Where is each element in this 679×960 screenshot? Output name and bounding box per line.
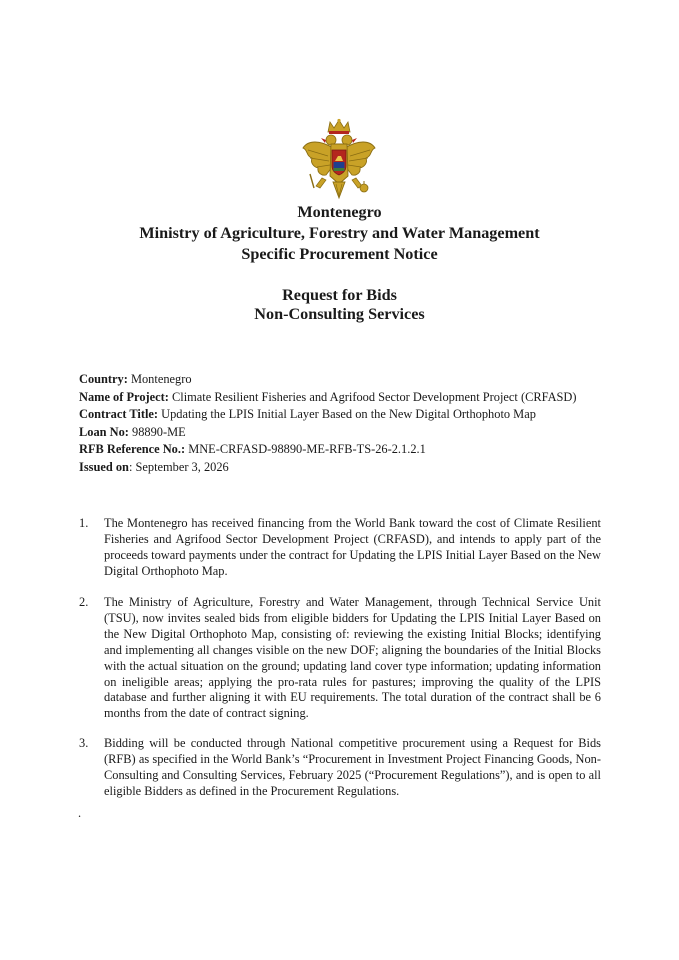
detail-label: Contract Title: xyxy=(79,407,159,421)
trailing-mark: . xyxy=(78,806,82,820)
detail-value: MNE-CRFASD-98890-ME-RFB-TS-26-2.1.2.1 xyxy=(185,442,426,456)
paragraph-number: 3. xyxy=(79,736,89,750)
paragraph-number: 2. xyxy=(79,595,89,609)
heading-services-type: Non-Consulting Services xyxy=(254,305,425,323)
detail-label: Loan No: xyxy=(79,424,129,439)
paragraph-1 xyxy=(79,516,601,580)
paragraph-text: The Montenegro has received financing from the World Bank toward the cost of Climate Resilient Fisheries and Agrifood Sector Development Project (CRFASD), and intends to apply part of the proceeds toward payments under the contract for Updating the LPIS Initial Layer Based on the New Digital Orthophoto Map. xyxy=(104,516,601,578)
paragraph-text: The Ministry of Agriculture, Forestry and Water Management, through Technical Service Unit (TSU), now invites sealed bids from eligible bidders for Updating the LPIS Initial Layer Based on the New Digital Orthophoto Map, consisting of: reviewing the existing Initial Blocks; identifying and implementing all changes visible on the new DOF; aligning the boundaries of the Initial Blocks with the actual situation on the ground; updating land cover type information; updating information on ineligible areas; applying the pro-rata rules for pastures; improving the quality of the LPIS database and further aligning it with EU requirements. The total duration of the contract shall be 6 months from the date of contract signing. xyxy=(104,595,601,721)
coat-of-arms-icon xyxy=(300,118,378,204)
detail-value: Montenegro xyxy=(127,372,192,386)
detail-label: RFB Reference No.: xyxy=(79,442,186,456)
paragraph-2 xyxy=(79,595,601,722)
heading-request-for-bids: Request for Bids xyxy=(282,286,397,304)
paragraph-3 xyxy=(79,736,601,800)
detail-rfb-reference xyxy=(79,441,579,459)
detail-contract-title xyxy=(79,406,579,424)
detail-issued-on xyxy=(79,459,579,477)
detail-value: Updating the LPIS Initial Layer Based on the New Digital Orthophoto Map xyxy=(158,407,536,421)
detail-loan-number xyxy=(79,424,579,442)
notice-details xyxy=(79,371,579,476)
detail-country xyxy=(79,371,579,389)
detail-value: 98890-ME xyxy=(128,424,186,439)
heading-country: Montenegro xyxy=(297,203,382,221)
heading-ministry: Ministry of Agriculture, Forestry and Water Management xyxy=(139,224,540,242)
detail-label: Name of Project: xyxy=(79,389,169,404)
paragraph-text: Bidding will be conducted through National competitive procurement using a Request for Bids (RFB) as specified in the World Bank’s “Procurement in Investment Project Financing Goods, Non-Consulting and Consulting Services, February 2025 (“Procurement Regulations”), and is open to all eligible Bidders as defined in the Procurement Regulations. xyxy=(104,736,601,798)
detail-value: : September 3, 2026 xyxy=(128,459,229,474)
heading-notice-type: Specific Procurement Notice xyxy=(241,245,438,263)
detail-label: Country: xyxy=(79,372,128,386)
detail-value: Climate Resilient Fisheries and Agrifood Sector Development Project (CRFASD) xyxy=(168,389,577,404)
paragraph-number: 1. xyxy=(79,516,89,530)
detail-project xyxy=(79,389,579,407)
detail-label: Issued on xyxy=(79,459,129,474)
